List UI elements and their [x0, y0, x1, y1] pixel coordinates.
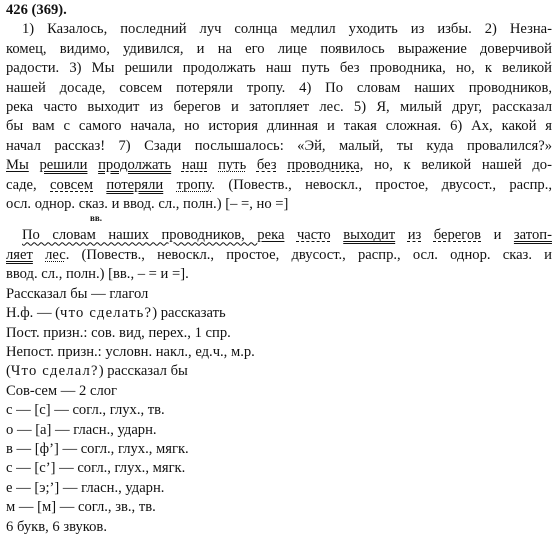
- phonetic-line: о — [а] — гласн., ударн.: [6, 421, 157, 438]
- plain-text: ,: [33, 176, 51, 193]
- morph-question: Что сделал?: [10, 363, 99, 380]
- predicate-word: ляет: [6, 246, 33, 263]
- analysis-line: [6, 176, 552, 195]
- morph-line: [6, 324, 552, 343]
- exercise-number: 426 (369).: [6, 2, 67, 18]
- morph-text: Н.ф. — (: [6, 305, 61, 322]
- morph-line: [6, 343, 552, 362]
- adverbial-word: часто: [296, 227, 331, 244]
- phonetic-line: с — [с’] — согл., глух., мягк.: [6, 460, 186, 477]
- task-line: комец, видимо, удивился, и на его лице появилось выражение доверчивой: [6, 40, 552, 57]
- predicate-word: решили: [39, 157, 88, 174]
- introductory-phrase: По словам наших проводников,: [22, 227, 258, 244]
- predicate-word: потеряли: [106, 176, 164, 193]
- object-word: лес: [45, 246, 66, 263]
- plain-text: и: [493, 227, 502, 244]
- plain-text: саде: [6, 176, 34, 193]
- morph-text: ) рассказать: [152, 305, 226, 322]
- morph-line: [6, 362, 552, 381]
- adverbial-word: без: [256, 157, 277, 174]
- analysis-line: [6, 156, 552, 175]
- adverbial-word: берегов: [433, 227, 482, 244]
- morph-text: Рассказал бы — глагол: [6, 285, 149, 302]
- modifier-word: наш: [181, 157, 208, 174]
- subject-word: Мы: [6, 157, 29, 174]
- adverbial-word: совсем: [50, 176, 93, 193]
- introductory-mark: [6, 214, 552, 226]
- plain-text: . (Повеств., невоскл., простое, двусост., распр., осл. однор. сказ. и: [65, 246, 552, 263]
- morph-line: [6, 304, 552, 323]
- introductory-label: вв.: [90, 213, 102, 224]
- plain-text: . (Повеств., невоскл., простое, двусост., распр.,: [211, 176, 552, 193]
- sentence-analysis-2: [6, 226, 552, 284]
- morph-question: что сделать?: [60, 305, 153, 322]
- analysis-scheme: осл. однор. сказ. и ввод. сл., полн.) [– =, но =]: [6, 196, 289, 213]
- phonetic-line: с — [с] — согл., глух., тв.: [6, 402, 165, 419]
- phonetic-line: в — [ф’] — согл., глух., мягк.: [6, 440, 189, 457]
- morph-line: [6, 285, 552, 304]
- morph-text: ) рассказал бы: [98, 363, 188, 380]
- subject-word: река: [257, 227, 285, 244]
- adverbial-word: проводника: [287, 157, 360, 174]
- analysis-line: [6, 226, 552, 245]
- predicate-word: выходит: [343, 227, 396, 244]
- morph-text: Непост. призн.: условн. накл., ед.ч., м.р.: [6, 343, 255, 360]
- phonetic-line: м — [м] — согл., зв., тв.: [6, 499, 156, 516]
- task-line: река часто выходит из берегов и затопляет лес. 5) Я, милый друг, рассказал: [6, 99, 552, 116]
- task-line: нашей досаде, совсем потеряли тропу. 4) По словам наших проводников,: [6, 79, 552, 96]
- morph-text: Пост. призн.: сов. вид, перех., 1 спр.: [6, 324, 231, 341]
- object-word: тропу: [176, 176, 212, 193]
- phonetic-line: е — [э;’] — гласн., ударн.: [6, 479, 165, 496]
- analysis-line: [6, 246, 552, 265]
- task-line: бы вам с самого начала, но история длинная и такая сложная. 6) Ах, какой я: [6, 118, 552, 135]
- object-word: путь: [218, 157, 247, 174]
- task-text: [6, 20, 552, 156]
- morph-text: (: [6, 363, 11, 380]
- task-line: радости. 3) Мы решили продолжать наш путь без проводника, но, к великой: [6, 60, 552, 77]
- sentence-analysis-1: [6, 156, 552, 214]
- phonetic-analysis: [6, 382, 552, 537]
- phonetic-line: Сов-сем — 2 слог: [6, 382, 118, 399]
- task-line: 1) Казалось, последний луч солнца медлил уходить из избы. 2) Незна-: [22, 21, 552, 38]
- predicate-word: продолжать: [98, 157, 172, 174]
- phonetic-line: 6 букв, 6 звуков.: [6, 518, 107, 535]
- predicate-word: затоп-: [513, 227, 552, 244]
- task-line: начал рассказ! 7) Сзади послышалось: «Эй, малый, ты куда провалился?»: [6, 137, 552, 154]
- document-body: [6, 1, 552, 537]
- morphological-analysis: [6, 285, 552, 382]
- adverbial-word: из: [407, 227, 422, 244]
- plain-text: , но, к великой нашей до-: [359, 157, 552, 174]
- analysis-scheme: ввод. сл., полн.) [вв., – = и =].: [6, 266, 189, 283]
